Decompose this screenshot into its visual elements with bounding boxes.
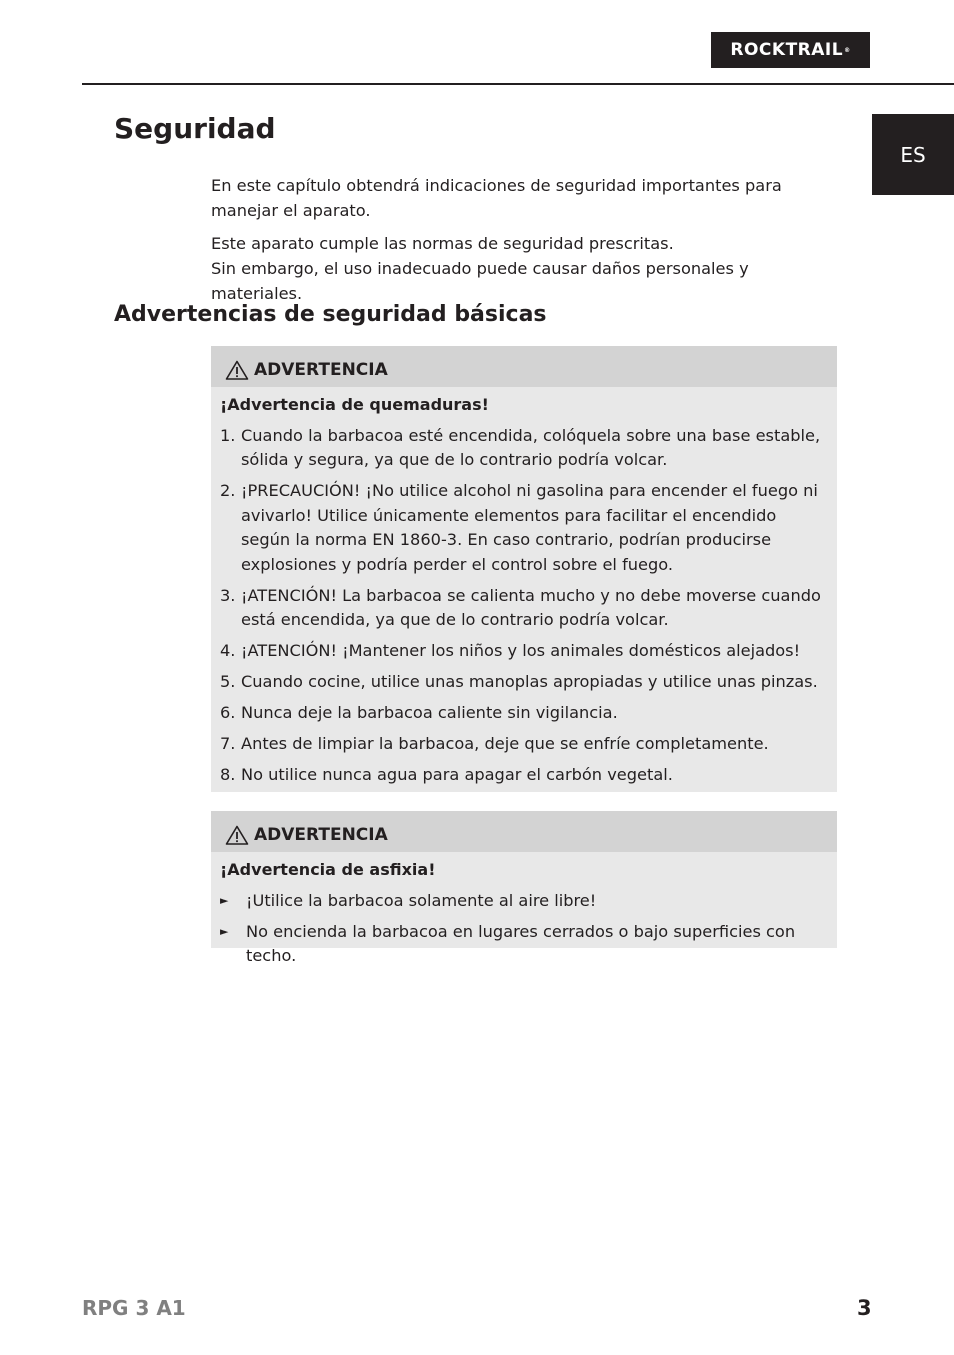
item-text: Antes de limpiar la barbacoa, deje que se enfríe completamente. (241, 734, 769, 753)
item-number: 8. (220, 765, 236, 784)
warning-header (211, 811, 837, 852)
item-text: Cuando cocine, utilice unas manoplas apropiadas y utilice unas pinzas. (241, 672, 818, 691)
list-item (220, 763, 837, 788)
item-text: Nunca deje la barbacoa caliente sin vigilancia. (241, 703, 618, 722)
burn-warning-list (211, 424, 837, 788)
item-text: ¡Utilice la barbacoa solamente al aire libre! (246, 890, 597, 910)
arrow-bullet-icon: ► (220, 893, 229, 907)
list-item (220, 732, 837, 757)
item-number: 7. (220, 734, 236, 753)
item-text: No utilice nunca agua para apagar el carbón vegetal. (241, 765, 673, 784)
footer-model: RPG 3 A1 (82, 1296, 186, 1320)
item-number: 3. (220, 585, 236, 605)
item-number: 4. (220, 641, 236, 660)
warning-header (211, 346, 837, 387)
logo-registered-mark: ® (844, 46, 851, 54)
warning-triangle-icon (225, 825, 249, 845)
intro-line-2: Sin embargo, el uso inadecuado puede causar daños personales y materiales. (211, 259, 749, 303)
item-number: 6. (220, 703, 236, 722)
warning-heading: ADVERTENCIA (254, 359, 388, 380)
item-number: 2. (220, 481, 236, 500)
warning-triangle-icon (225, 360, 249, 380)
asphyxia-warning-list (211, 889, 837, 969)
item-text: No encienda la barbacoa en lugares cerrados o bajo superficies con techo. (246, 921, 796, 965)
header-rule (82, 83, 954, 85)
list-item (220, 479, 837, 577)
asphyxia-warning-box (211, 811, 837, 965)
list-item (220, 639, 837, 664)
intro-paragraph-2 (211, 231, 836, 306)
list-item (220, 424, 837, 473)
burn-warning-box (211, 346, 837, 792)
list-item (220, 920, 837, 969)
item-text: ¡ATENCIÓN! ¡Mantener los niños y los animales domésticos alejados! (241, 641, 801, 660)
item-number: 5. (220, 672, 236, 691)
language-tab: ES (872, 114, 954, 195)
intro-line-1: Este aparato cumple las normas de seguridad prescritas. (211, 234, 674, 253)
list-item (220, 701, 837, 726)
rocktrail-logo (711, 32, 870, 68)
page-title: Seguridad (114, 112, 276, 145)
logo-text: ROCKTRAIL (730, 40, 844, 60)
page-number: 3 (857, 1296, 872, 1320)
warning-heading: ADVERTENCIA (254, 824, 388, 845)
item-number: 1. (220, 425, 236, 445)
section-title: Advertencias de seguridad básicas (114, 302, 547, 327)
intro-paragraph-1: En este capítulo obtendrá indicaciones de seguridad importantes para manejar el aparato. (211, 176, 782, 220)
list-item (220, 584, 837, 633)
arrow-bullet-icon: ► (220, 924, 229, 938)
item-text: ¡ATENCIÓN! La barbacoa se calienta mucho y no debe moverse cuando está encendida, ya que de lo contrario podría volcar. (241, 585, 821, 629)
warning-subheading: ¡Advertencia de quemaduras! (220, 395, 489, 414)
list-item (220, 889, 837, 914)
list-item (220, 670, 837, 695)
item-text: ¡PRECAUCIÓN! ¡No utilice alcohol ni gasolina para encender el fuego ni avivarlo! Utilice únicamente elementos para facilitar el encendido según la norma EN 1860-3. En caso contrario, podrían producirse explosiones y podría perder el control sobre el fuego. (241, 481, 818, 574)
warning-subheading: ¡Advertencia de asfixia! (220, 860, 436, 879)
item-text: Cuando la barbacoa esté encendida, colóquela sobre una base estable, sólida y segura, ya que de lo contrario podría volcar. (241, 425, 821, 469)
